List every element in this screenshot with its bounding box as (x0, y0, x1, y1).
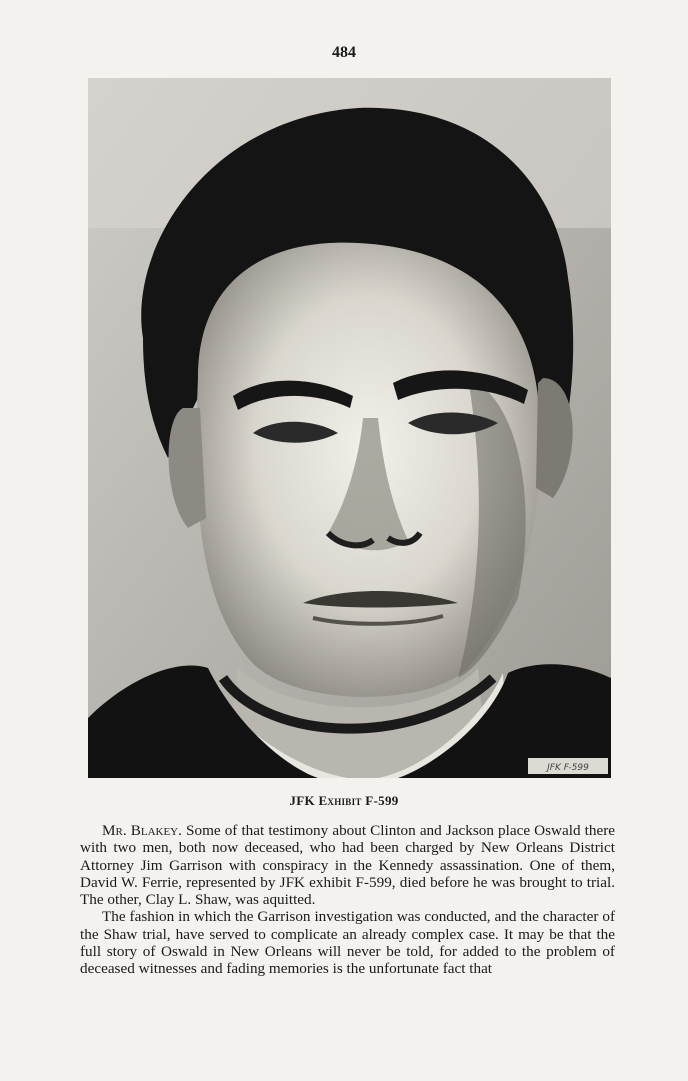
body-text (80, 822, 615, 978)
paragraph-1-text: Some of that testimony about Clinton and Jackson place Oswald there with two men, both now deceased, who had been charged by New Orleans District Attorney Jim Garrison with conspiracy in the Kennedy assassination. One of them, David W. Ferrie, represented by JFK exhibit F-599, died before he was brought to trial. The other, Clay L. Shaw, was aquitted. (80, 822, 615, 909)
portrait-image (88, 78, 611, 778)
page-number: 484 (332, 44, 356, 61)
caption-prefix: JFK (289, 793, 319, 808)
caption-number: F-599 (361, 793, 399, 808)
exhibit-photo (88, 78, 611, 778)
speaker-name: Mr. Blakey. (102, 822, 182, 839)
exhibit-caption (0, 793, 688, 809)
photo-corner-mark: JFK F-599 (547, 763, 589, 773)
paragraph-2: The fashion in which the Garrison investigation was conducted, and the character of the Shaw trial, have served to complicate an already complex case. It may be that the full story of Oswald in New Orleans will never be told, for added to the problem of deceased witnesses and fading memories is the unfortunate fact that (80, 908, 615, 978)
caption-exhibit-word: Exhibit (318, 793, 362, 808)
paragraph-1 (80, 822, 615, 908)
